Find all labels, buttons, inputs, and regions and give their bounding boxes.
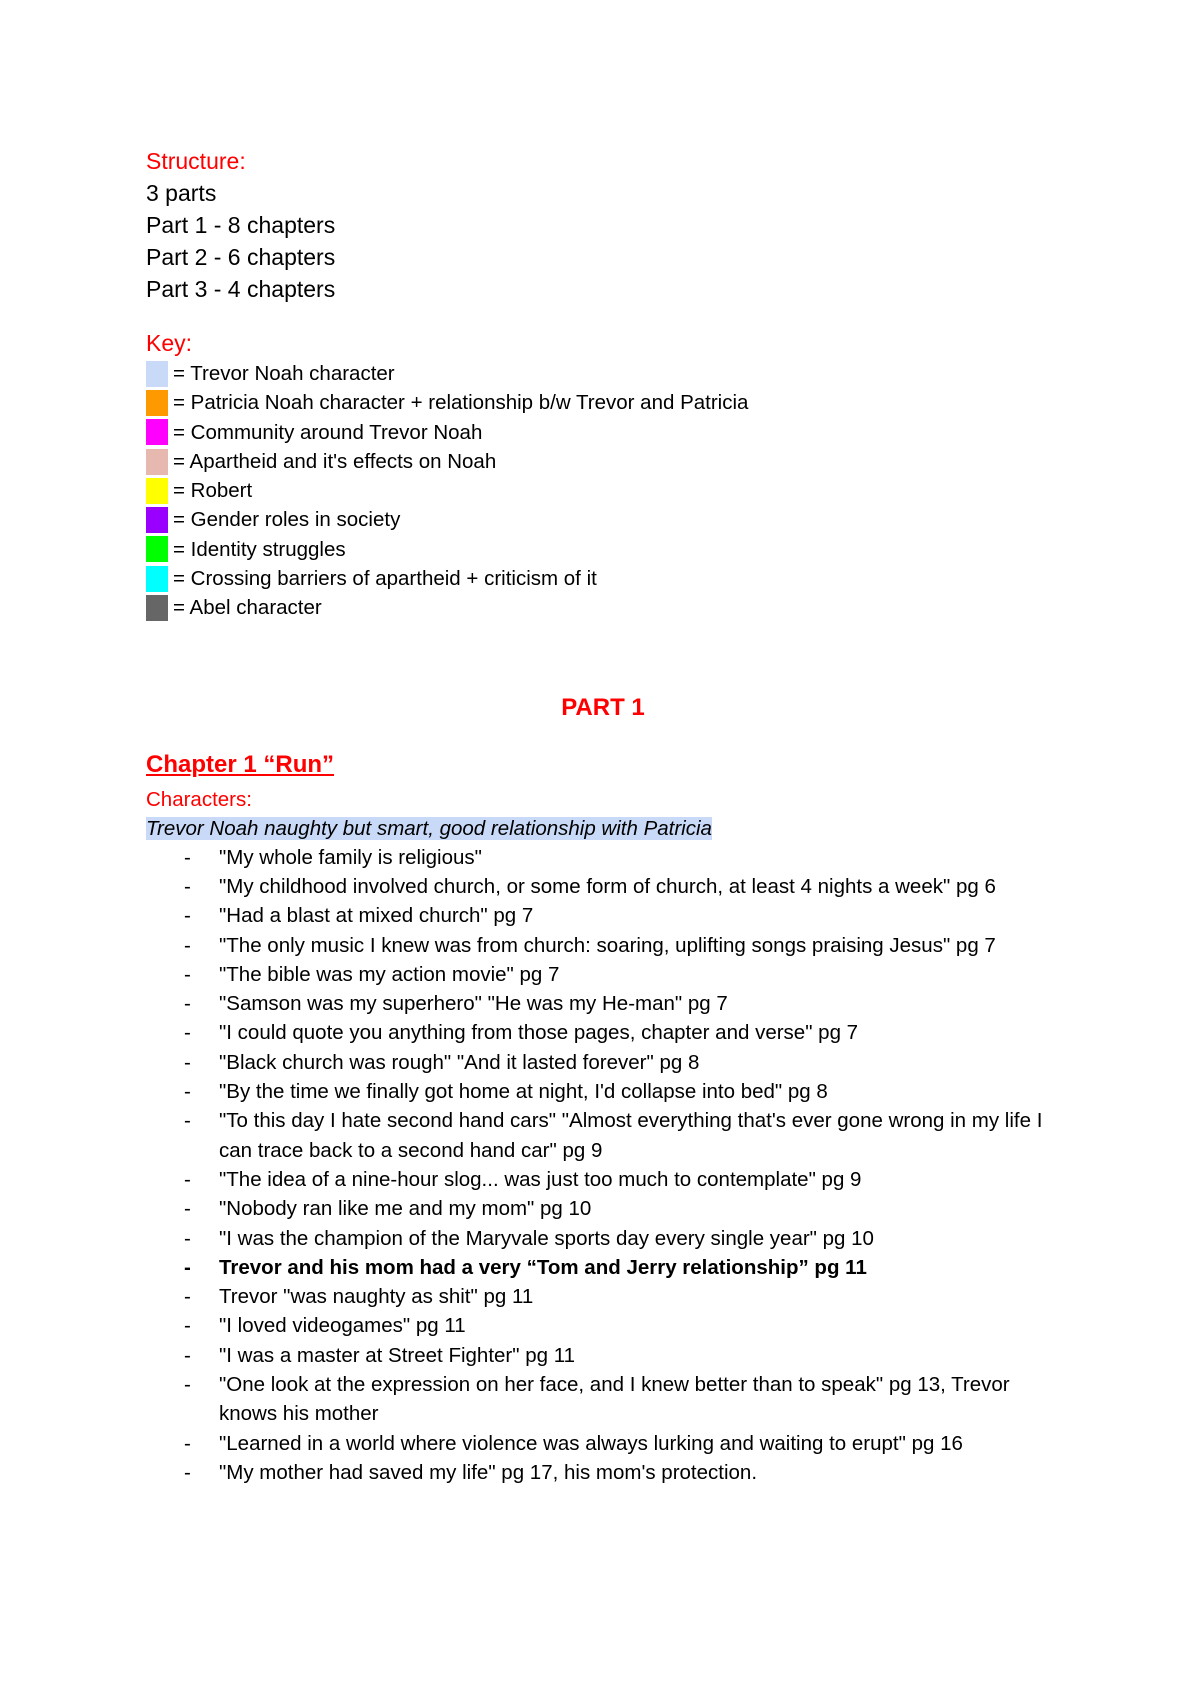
list-item-text: "The only music I knew was from church: soaring, uplifting songs praising Jesus" pg 7: [219, 933, 996, 957]
list-item-text: "To this day I hate second hand cars" "Almost everything that's ever gone wrong in my life I can trace back to a second hand car" pg 9: [219, 1109, 1043, 1162]
list-item: [146, 989, 1046, 1018]
list-item-text: "One look at the expression on her face, and I knew better than to speak" pg 13, Trevor knows his mother: [219, 1373, 1010, 1426]
color-swatch: [146, 566, 168, 592]
key-item-label: = Crossing barriers of apartheid + criticism of it: [173, 567, 597, 591]
list-item: [146, 1341, 1046, 1370]
list-item: [146, 872, 1046, 901]
list-item-text: "My whole family is religious": [219, 845, 482, 869]
list-item: [146, 1458, 1046, 1487]
structure-line: Part 3 - 4 chapters: [146, 276, 336, 302]
key-item: [146, 564, 1070, 593]
dash-marker: -: [184, 1343, 191, 1367]
list-item-text: "I loved videogames" pg 11: [219, 1314, 466, 1338]
list-item-text: "My mother had saved my life" pg 17, his mom's protection.: [219, 1460, 758, 1484]
list-item-text: "I was a master at Street Fighter" pg 11: [219, 1343, 575, 1367]
key-legend: [146, 359, 1070, 623]
key-heading: Key:: [146, 330, 193, 356]
dash-marker: -: [184, 1080, 191, 1104]
dash-marker: -: [184, 1021, 191, 1045]
dash-marker: -: [184, 1255, 191, 1279]
list-item-text: "The bible was my action movie" pg 7: [219, 962, 560, 986]
key-item-label: = Trevor Noah character: [173, 362, 395, 385]
key-item-label: = Apartheid and it's effects on Noah: [173, 449, 497, 473]
list-item: [146, 1282, 1046, 1311]
structure-line: Part 1 - 8 chapters: [146, 212, 336, 238]
list-item-text: "My childhood involved church, or some form of church, at least 4 nights a week" pg 6: [219, 874, 996, 898]
list-item: [146, 1253, 1046, 1282]
list-item: [146, 1048, 1046, 1077]
list-item: [146, 1194, 1046, 1223]
list-item: [146, 901, 1046, 930]
dash-marker: -: [184, 1285, 191, 1309]
dash-marker: -: [184, 1373, 191, 1397]
key-item: [146, 535, 1070, 564]
dash-marker: -: [184, 1226, 191, 1250]
list-item: [146, 1311, 1046, 1340]
dash-marker: -: [184, 1167, 191, 1191]
list-item: [146, 1077, 1046, 1106]
dash-marker: -: [184, 845, 191, 869]
list-item: [146, 1165, 1046, 1194]
list-item-text: "Learned in a world where violence was always lurking and waiting to erupt" pg 16: [219, 1431, 963, 1455]
color-swatch: [146, 449, 168, 475]
structure-section: [146, 145, 1070, 305]
dash-marker: -: [184, 874, 191, 898]
quote-list: [146, 843, 1046, 1488]
list-item: [146, 1224, 1046, 1253]
character-summary-text: Trevor Noah naughty but smart, good relationship with Patricia: [146, 816, 712, 840]
key-item: [146, 388, 1070, 417]
structure-heading: Structure:: [146, 148, 246, 174]
list-item: [146, 1370, 1046, 1429]
chapter-title: Chapter 1 “Run”: [146, 750, 335, 778]
dash-marker: -: [184, 1314, 191, 1338]
key-item-label: = Community around Trevor Noah: [173, 420, 483, 444]
list-item-text: Trevor and his mom had a very “Tom and Jerry relationship” pg 11: [219, 1255, 867, 1279]
key-item-label: = Gender roles in society: [173, 508, 401, 532]
list-item: [146, 1429, 1046, 1458]
dash-marker: -: [184, 1109, 191, 1133]
color-swatch: [146, 595, 168, 621]
dash-marker: -: [184, 1050, 191, 1074]
key-item: [146, 593, 1070, 622]
list-item-text: "The idea of a nine-hour slog... was just too much to contemplate" pg 9: [219, 1167, 862, 1191]
key-item: [146, 359, 1070, 388]
key-item-label: = Identity struggles: [173, 537, 346, 561]
list-item-text: Trevor "was naughty as shit" pg 11: [219, 1285, 534, 1309]
list-item: [146, 1018, 1046, 1047]
dash-marker: -: [184, 1431, 191, 1455]
key-item-label: = Patricia Noah character + relationship b/w Trevor and Patricia: [173, 391, 749, 415]
color-swatch: [146, 361, 168, 387]
dash-marker: -: [184, 1460, 191, 1484]
list-item: [146, 1106, 1046, 1165]
part-title: PART 1: [561, 693, 645, 721]
list-item-text: "Samson was my superhero" "He was my He-man" pg 7: [219, 992, 728, 1016]
list-item: [146, 931, 1046, 960]
key-item: [146, 476, 1070, 505]
color-swatch: [146, 390, 168, 416]
dash-marker: -: [184, 933, 191, 957]
structure-line: 3 parts: [146, 180, 217, 206]
color-swatch: [146, 419, 168, 445]
key-item: [146, 505, 1070, 534]
color-swatch: [146, 536, 168, 562]
color-swatch: [146, 507, 168, 533]
list-item-text: "Nobody ran like me and my mom" pg 10: [219, 1197, 592, 1221]
key-item-label: = Abel character: [173, 596, 322, 620]
list-item-text: "Had a blast at mixed church" pg 7: [219, 904, 534, 928]
character-summary: [146, 814, 1070, 843]
dash-marker: -: [184, 1197, 191, 1221]
key-item-label: = Robert: [173, 479, 253, 503]
dash-marker: -: [184, 992, 191, 1016]
list-item-text: "By the time we finally got home at night, I'd collapse into bed" pg 8: [219, 1080, 828, 1104]
characters-label: Characters:: [146, 787, 252, 811]
dash-marker: -: [184, 962, 191, 986]
list-item: [146, 843, 1046, 872]
list-item-text: "I could quote you anything from those pages, chapter and verse" pg 7: [219, 1021, 859, 1045]
dash-marker: -: [184, 904, 191, 928]
key-item: [146, 418, 1070, 447]
color-swatch: [146, 478, 168, 504]
key-item: [146, 447, 1070, 476]
list-item: [146, 960, 1046, 989]
list-item-text: "I was the champion of the Maryvale sports day every single year" pg 10: [219, 1226, 874, 1250]
structure-line: Part 2 - 6 chapters: [146, 244, 336, 270]
list-item-text: "Black church was rough" "And it lasted forever" pg 8: [219, 1050, 700, 1074]
